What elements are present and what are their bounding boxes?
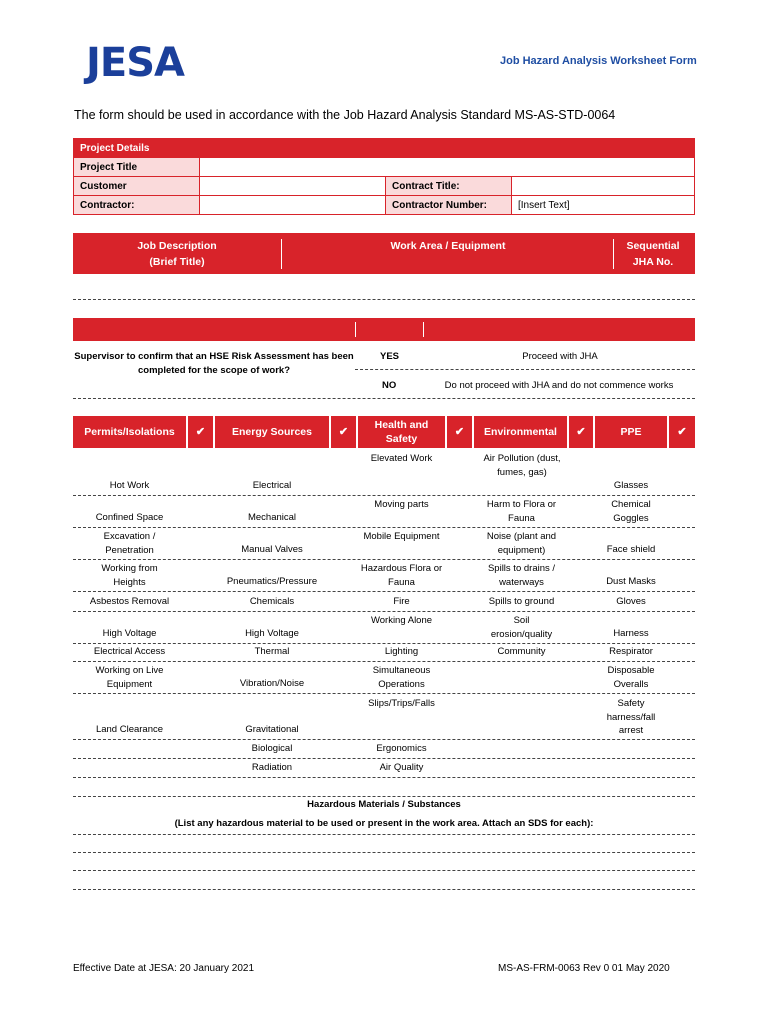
contract-title-field[interactable] xyxy=(512,177,695,196)
energy-item: Biological xyxy=(251,743,293,754)
environmental-item: Spills to drains / waterways xyxy=(487,563,556,588)
permit-item: Asbestos Removal xyxy=(89,596,170,607)
row-divider xyxy=(73,591,695,592)
energy-item: Radiation xyxy=(251,762,293,773)
permit-item: Hot Work xyxy=(109,480,150,491)
permit-item: Land Clearance xyxy=(95,724,164,735)
divider xyxy=(73,398,695,399)
energy-item: High Voltage xyxy=(245,628,299,639)
project-details-table xyxy=(73,138,695,215)
project-title-label: Project Title xyxy=(74,158,200,177)
row-divider xyxy=(73,611,695,612)
ppe-item: Disposable Overalls xyxy=(607,665,655,690)
divider xyxy=(73,299,695,300)
customer-label: Customer xyxy=(74,177,200,196)
brief-title-label: (Brief Title) xyxy=(149,256,205,268)
ppe-item: Glasses xyxy=(613,480,649,491)
health-item: Mobile Equipment xyxy=(363,531,440,542)
energy-item: Gravitational xyxy=(245,724,299,735)
permits-header: Permits/Isolations xyxy=(73,416,186,448)
job-description-label: Job Description xyxy=(137,240,217,252)
row-divider xyxy=(73,559,695,560)
health-item: Elevated Work xyxy=(370,453,433,464)
ppe-item: Face shield xyxy=(606,544,656,555)
hazmat-line[interactable] xyxy=(73,852,695,853)
health-check-icon: ✔ xyxy=(447,416,472,448)
yes-option[interactable]: YES xyxy=(380,351,400,362)
row-divider xyxy=(73,777,695,778)
permit-item: Electrical Access xyxy=(93,646,166,657)
ppe-item: Safety harness/fall arrest xyxy=(606,698,656,736)
permit-item: Working on Live Equipment xyxy=(95,665,164,690)
energy-item: Electrical xyxy=(252,480,292,491)
hazmat-instruction: (List any hazardous material to be used or present in the work area. Attach an SDS for each): xyxy=(174,818,594,829)
project-title-field[interactable] xyxy=(200,158,695,177)
yes-action: Proceed with JHA xyxy=(522,351,598,362)
energy-item: Thermal xyxy=(254,646,290,657)
job-description-header xyxy=(73,233,695,274)
energy-check-icon: ✔ xyxy=(331,416,356,448)
supervisor-question: Supervisor to confirm that an HSE Risk Assessment has been completed for the scope of work? xyxy=(74,351,354,376)
row-divider xyxy=(73,643,695,644)
permit-item: Excavation / Penetration xyxy=(103,531,156,556)
hazmat-line[interactable] xyxy=(73,834,695,835)
health-item: Moving parts xyxy=(374,499,429,510)
ppe-item: Harness xyxy=(613,628,649,639)
permits-check-icon: ✔ xyxy=(188,416,213,448)
energy-item: Mechanical xyxy=(247,512,297,523)
contractor-number-field[interactable]: [Insert Text] xyxy=(512,196,695,215)
form-title: Job Hazard Analysis Worksheet Form xyxy=(500,55,697,67)
hazmat-line[interactable] xyxy=(73,870,695,871)
health-item: Simultaneous Operations xyxy=(372,665,431,690)
environmental-header: Environmental xyxy=(474,416,567,448)
contractor-field[interactable] xyxy=(200,196,386,215)
ppe-item: Chemical Goggles xyxy=(611,499,651,524)
permit-item: High Voltage xyxy=(102,628,157,639)
document-revision: MS-AS-FRM-0063 Rev 0 01 May 2020 xyxy=(498,963,670,974)
row-divider xyxy=(73,758,695,759)
hazmat-title: Hazardous Materials / Substances xyxy=(307,799,461,810)
environmental-item: Harm to Flora or Fauna xyxy=(486,499,557,524)
health-item: Lighting xyxy=(384,646,419,657)
permit-item: Confined Space xyxy=(95,512,164,523)
customer-field[interactable] xyxy=(200,177,386,196)
energy-item: Manual Valves xyxy=(241,544,303,555)
health-item: Hazardous Flora or Fauna xyxy=(360,563,443,588)
environmental-item: Soil erosion/quality xyxy=(490,615,553,640)
health-item: Fire xyxy=(393,596,410,607)
environmental-check-icon: ✔ xyxy=(569,416,593,448)
no-option[interactable]: NO xyxy=(382,380,397,391)
risk-assessment-bar xyxy=(73,318,695,341)
divider xyxy=(355,369,695,370)
no-action: Do not proceed with JHA and do not commence works xyxy=(444,380,674,391)
jha-no-label: JHA No. xyxy=(632,256,674,268)
energy-item: Pneumatics/Pressure xyxy=(226,576,318,587)
environmental-item: Air Pollution (dust, fumes, gas) xyxy=(483,453,561,478)
health-item: Slips/Trips/Falls xyxy=(368,698,435,709)
hazmat-line[interactable] xyxy=(73,889,695,890)
contract-title-label: Contract Title: xyxy=(386,177,512,196)
energy-header: Energy Sources xyxy=(215,416,329,448)
jesa-logo: JESA xyxy=(86,40,184,86)
ppe-header: PPE xyxy=(595,416,667,448)
intro-text: The form should be used in accordance with the Job Hazard Analysis Standard MS-AS-STD-0064 xyxy=(74,108,616,122)
environmental-item: Spills to ground xyxy=(488,596,555,607)
environmental-item: Community xyxy=(497,646,546,657)
health-item: Ergonomics xyxy=(376,743,427,754)
row-divider xyxy=(73,527,695,528)
row-divider xyxy=(73,693,695,694)
row-divider xyxy=(73,739,695,740)
effective-date: Effective Date at JESA: 20 January 2021 xyxy=(73,963,255,974)
project-details-heading: Project Details xyxy=(74,139,695,158)
row-divider xyxy=(73,661,695,662)
sequential-label: Sequential xyxy=(626,240,680,252)
contractor-number-label: Contractor Number: xyxy=(386,196,512,215)
environmental-item: Noise (plant and equipment) xyxy=(486,531,557,556)
row-divider xyxy=(73,495,695,496)
ppe-item: Dust Masks xyxy=(606,576,656,587)
ppe-check-icon: ✔ xyxy=(669,416,695,448)
ppe-item: Gloves xyxy=(616,596,646,607)
contractor-label: Contractor: xyxy=(74,196,200,215)
health-header: Health and Safety xyxy=(358,416,445,448)
energy-item: Chemicals xyxy=(249,596,295,607)
ppe-item: Respirator xyxy=(609,646,653,657)
energy-item: Vibration/Noise xyxy=(239,678,305,689)
permit-item: Working from Heights xyxy=(101,563,158,588)
work-area-label: Work Area / Equipment xyxy=(390,240,506,252)
health-item: Air Quality xyxy=(379,762,424,773)
row-divider xyxy=(73,796,695,797)
health-item: Working Alone xyxy=(370,615,433,626)
